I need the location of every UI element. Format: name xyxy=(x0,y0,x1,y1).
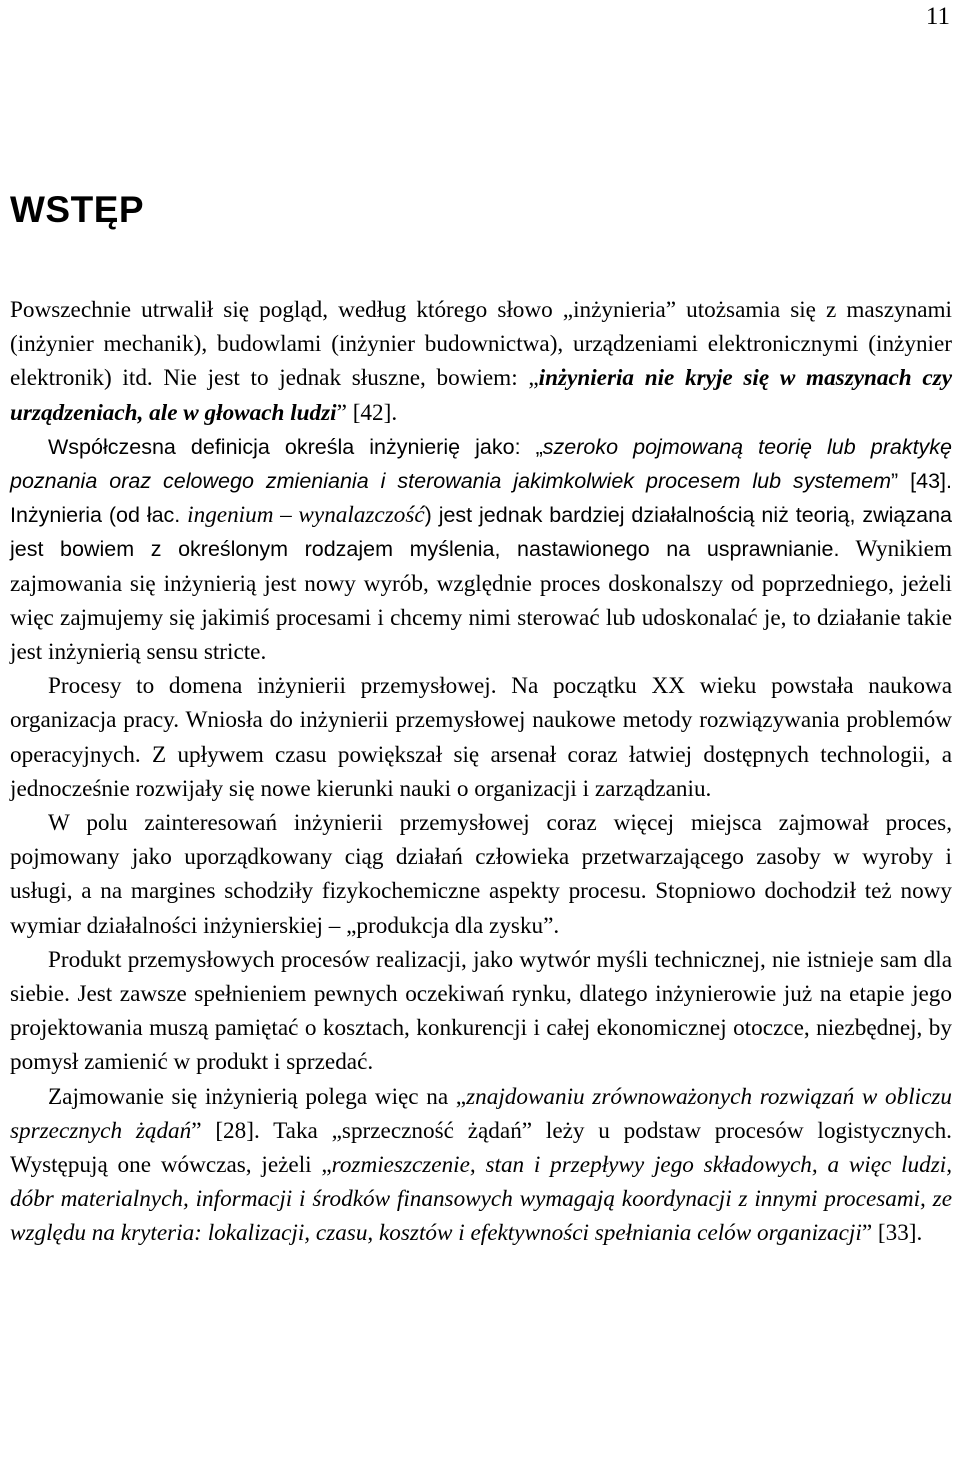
text-run: Zajmowanie się inżynierią polega więc na „ xyxy=(48,1083,467,1110)
paragraph-4 xyxy=(10,806,952,943)
paragraph-1 xyxy=(10,293,952,430)
text-run: Produkt przemysłowych procesów realizacji, jako wytwór myśli technicznej, nie istnieje sam dla siebie. Jest zawsze spełnieniem pewnych oczekiwań rynku, dlatego inżynierowie już na etapie jego projektowania muszą pamiętać o kosztach, konkurencji i całej ekonomicznej otoczce, niezbędnej, by pomysł zamienić w produkt i sprzedać. xyxy=(10,946,952,1076)
quote-italic: znajdowaniu zrównoważonych rozwiązań w obliczu sprzecznych żądań xyxy=(10,1083,952,1144)
chapter-body xyxy=(10,293,952,1251)
paragraph-2 xyxy=(10,430,952,669)
text-run: ” [43]. Inżynieria (od łac. xyxy=(10,469,952,528)
text-run: Powszechnie utrwalił się pogląd, według którego słowo „inżynieria” utożsamia się z maszynami (inżynier mechanik), budowlami (inżynier budownictwa), urządzeniami elektronicznymi (inżynier elektronik) itd. Nie jest to jednak słuszne, bowiem: „ xyxy=(10,297,952,392)
text-run: ” [33]. xyxy=(861,1220,923,1247)
chapter-title: WSTĘP xyxy=(10,189,145,230)
paragraph-5 xyxy=(10,943,952,1080)
text-run: Współczesna definicja określa inżynierię jako: „ xyxy=(48,434,543,459)
text-run: Procesy to domena inżynierii przemysłowej. Na początku XX wieku powstała naukowa organizacja pracy. Wniosła do inżynierii przemysłowej naukowe metody rozwiązywania problemów operacyjnych. Z upływem czasu powiększał się arsenał coraz łatwiej dostępnych technologii, a jednocześnie rozwijały się nowe kierunki nauki o organizacji i zarządzaniu. xyxy=(10,673,952,802)
paragraph-3 xyxy=(10,669,952,806)
latin-term: ingenium – wynalazczość xyxy=(187,502,425,529)
text-run: Wynikiem zajmowania się inżynierią jest nowy wyrób, względnie proces doskonalszy od poprzedniego, jeżeli więc zajmujemy się jakimiś procesami i chcemy nimi sterować lub udoskonalać je, to działanie takie jest inżynierią sensu stricte. xyxy=(10,536,952,666)
quote-emphasis: inżynieria nie kryje się w maszynach czy urządzeniach, ale w głowach ludzi xyxy=(10,365,952,426)
text-run: ) jest jednak bardziej działalnością niż teorią, związana jest bowiem z określonym rodzajem myślenia, nastawionego na usprawnianie. xyxy=(10,503,952,562)
page-number: 11 xyxy=(925,3,950,30)
paragraph-6 xyxy=(10,1080,952,1251)
text-run: ” [28]. Taka „sprzeczność żądań” leży u podstaw procesów logistycznych. Występują one wówczas, jeżeli „ xyxy=(10,1117,952,1179)
text-run: ” [42]. xyxy=(336,399,398,426)
text-run: W polu zainteresowań inżynierii przemysłowej coraz więcej miejsca zajmował proces, pojmowany jako uporządkowany ciąg działań człowieka przetwarzającego zasoby w wyroby i usługi, a na margines schodziły fizykochemiczne aspekty procesu. Stopniowo dochodził też nowy wymiar działalności inżynierskiej – „produkcja dla zysku”. xyxy=(10,810,952,939)
quote-italic: szeroko pojmowaną teorię lub praktykę poznania oraz celowego zmieniania i sterowania jakimkolwiek procesem lub systemem xyxy=(10,434,953,494)
quote-italic: rozmieszczenie, stan i przepływy jego składowych, a więc ludzi, dóbr materialnych, informacji i środków finansowych wymagają koordynacji z innymi procesami, ze względu na kryteria: lokalizacji, czasu, kosztów i efektywności spełniania celów organizacji xyxy=(10,1152,952,1247)
